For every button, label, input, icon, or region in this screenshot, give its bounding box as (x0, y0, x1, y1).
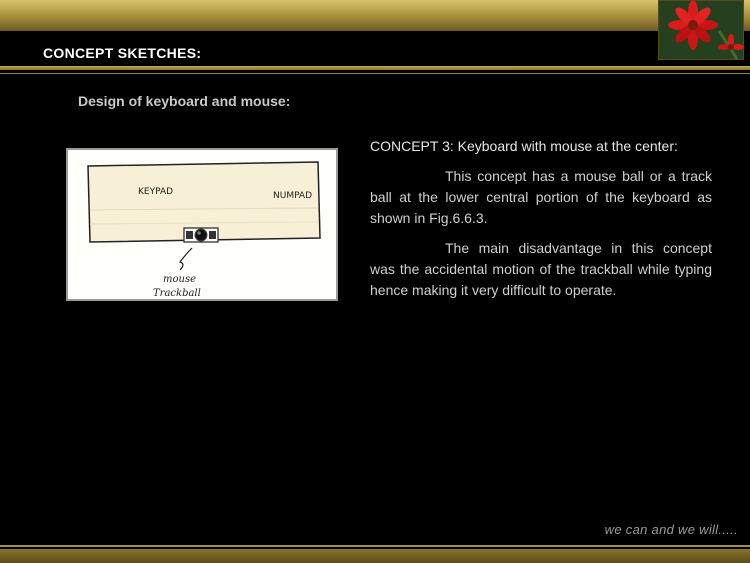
concept-description: This concept has a mouse ball or a track ball at the lower central portion of the keyboard as shown in Fig.6.6.3. (370, 168, 712, 226)
concept-disadvantage: The main disadvantage in this concept was the accidental motion of the trackball while typing hence making it very difficult to operate. (370, 240, 712, 298)
section-subtitle: Design of keyboard and mouse: (78, 93, 291, 109)
header-divider-thin (0, 73, 750, 74)
concept-heading: CONCEPT 3: Keyboard with mouse at the center: (370, 138, 678, 154)
footer-divider (0, 545, 750, 547)
flower-image (658, 0, 744, 60)
flower-icon (659, 1, 743, 59)
footer-tagline: we can and we will..... (604, 522, 738, 537)
sketch-mouse-label: mouse (163, 274, 196, 285)
sketch-trackball-label: Trackball (153, 288, 201, 299)
keyboard-sketch-image (66, 148, 338, 301)
keyboard-sketch-drawing (68, 150, 336, 299)
top-gold-band (0, 0, 750, 31)
sketch-keypad-label: KEYPAD (138, 187, 174, 197)
header-divider (0, 66, 750, 70)
bottom-gold-band (0, 549, 750, 563)
sketch-numpad-label: NUMPAD (273, 191, 313, 201)
page-title: CONCEPT SKETCHES: (43, 45, 202, 61)
